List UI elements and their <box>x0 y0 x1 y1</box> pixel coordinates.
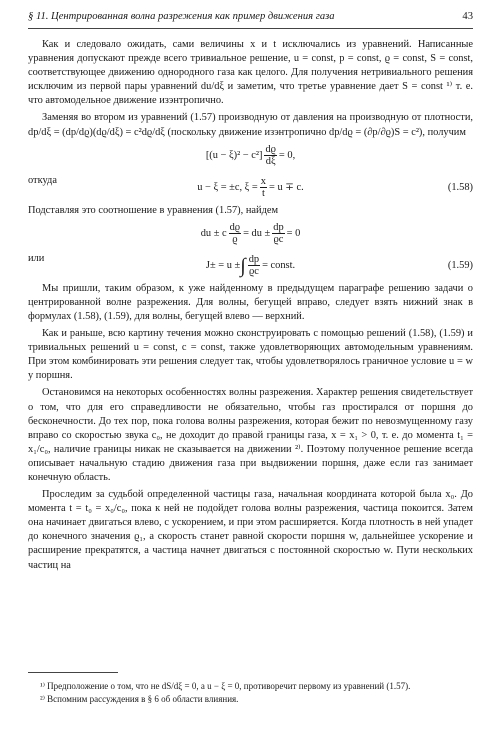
paragraph: Мы пришли, таким образом, к уже найденному в предыдущем параграфе решению задачи о центрированной волне разрежения. Для волны, бегущей вправо, следует взять нижний знак в формулах (1.58), (1.59), для волны, бегущей влево — верхний. <box>28 282 473 322</box>
paragraph: Подставляя это соотношение в уравнения (1.57), найдем <box>28 204 279 216</box>
section-title: § 11. Центрированная волна разрежения как пример движения газа <box>28 11 335 22</box>
page-body <box>28 38 473 573</box>
equation-part: = 0 <box>286 227 301 239</box>
page-number: 43 <box>462 11 473 22</box>
otkuda-word: откуда <box>28 174 57 186</box>
equation-1-59 <box>28 250 473 282</box>
denominator: ϱc <box>248 266 259 278</box>
paragraph: Остановимся на некоторых особенностях волны разрежения. Характер решения свидетельствует о том, что для его справедливости не обязательно, чтобы газ простирался от поршня до бесконечности. До тех пор, пока голова волны разрежения, которая бежит по невозмущенному газу вправо со скоростью звука c₀, не доходит до правой границы газа, x = x₁ > 0, т. е. до момента t₁ = x₁/c₀, наличие границы никак не сказывается на движении ²⁾. Поэтому полученное решение всегда описывает начальную стадию движения газа при выдвижении поршня, даже если газ занимает конечную область. <box>28 387 473 483</box>
integral-sign: ∫ <box>240 254 246 277</box>
equation-part: = du ± <box>243 227 271 239</box>
equation-number: (1.59) <box>447 259 473 271</box>
numerator: dp <box>273 222 284 234</box>
fraction <box>248 254 260 277</box>
denominator: ϱc <box>273 234 284 246</box>
footnotes <box>28 680 473 705</box>
paragraph: Как и раньше, всю картину течения можно сконструировать с помощью решений (1.58), (1.59) и тривиальных решений u = const, c = const, также удовлетворяющих автомодельным уравнениям. При этом комбинировать эти решения следует так, чтобы удовлетворялось граничное условие u = w у поршня. <box>28 328 473 382</box>
equation-part: u − ξ = ±c, ξ = <box>197 181 258 193</box>
denominator: dξ <box>265 156 276 168</box>
paragraph: Как и следовало ожидать, сами величины x и t исключались из уравнений. Написанные уравнения допускают прежде всего тривиальное решение, u = const, p = const, ϱ = const, S = const, соответствующее движению однородного газа как целого. Для получения нетривиального решения исключим из первой пары уравнений du/dξ и заметим, что третье уравнение дает S = const ¹⁾ т. е. что автомодельное движение изэнтропично. <box>28 39 473 107</box>
equation-part: J± = u ± <box>205 259 241 271</box>
paragraph: Проследим за судьбой определенной частицы газа, начальная координата которой была x₀. До момента t = t₀ = x₀/c₀, пока к ней не подойдет голова волны разрежения, частица покоится. Затем она начинает двигаться влево, с ускорением, и при этом расширяется. Когда плотность в ней упадет до конечного значения ϱ₁, а скорость станет равной скорости поршня w, дальнейшее ускорение и расширение прекратятся, а частица начнет двигаться с постоянной скоростью w. Пути нескольких частиц на <box>28 489 473 571</box>
denominator: t <box>261 188 265 200</box>
equation-1-58 <box>28 172 473 204</box>
equation-part: = u ∓ c. <box>268 181 304 193</box>
numerator: dϱ <box>265 144 276 156</box>
equation-part: du ± c <box>200 227 227 239</box>
fraction <box>264 144 276 167</box>
denominator: ϱ <box>232 234 238 246</box>
ili-word: или <box>28 252 45 264</box>
paragraph: Заменяя во втором из уравнений (1.57) производную от давления на производную от плотности, dp/dξ = (dp/dϱ)(dϱ/dξ) = c²dϱ/dξ (поскольку движение изэнтропично dp/dϱ = (∂p/∂ϱ)S = c²), получим <box>28 112 473 138</box>
fraction <box>272 222 284 245</box>
equation <box>28 140 473 172</box>
fraction <box>229 222 241 245</box>
equation <box>28 218 473 250</box>
equation-part: [(u − ξ)² − c²] <box>205 149 263 161</box>
fraction <box>260 176 267 199</box>
footnote: ¹⁾ Предположение о том, что не dS/dξ = 0, а u − ξ = 0, противоречит первому из уравнений (1.57). <box>40 681 411 691</box>
equation-number: (1.58) <box>447 181 473 193</box>
header-rule <box>28 28 473 29</box>
running-header <box>28 10 473 24</box>
numerator: x <box>260 176 266 188</box>
numerator: dp <box>248 254 260 266</box>
equation-part: = const. <box>262 259 296 271</box>
numerator: dϱ <box>229 222 241 234</box>
footnote: ²⁾ Вспомним рассуждения в § 6 об области влияния. <box>40 693 239 704</box>
footnote-rule <box>28 672 118 673</box>
equation-part: = 0, <box>278 149 296 161</box>
